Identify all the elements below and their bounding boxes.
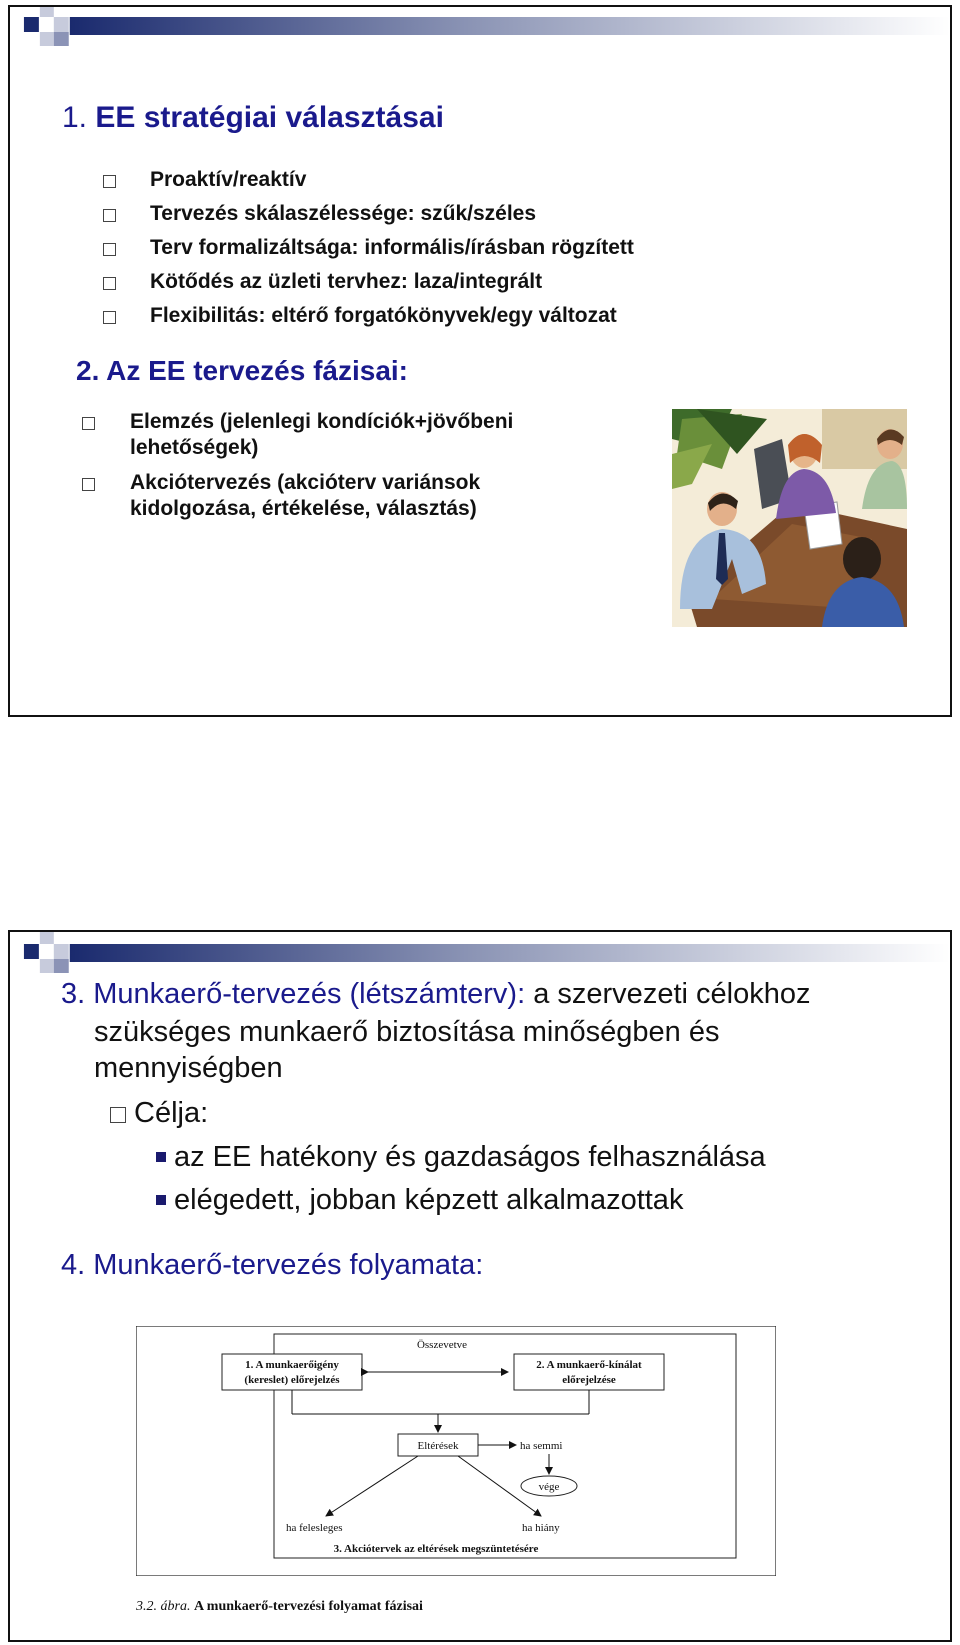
square-bullet-icon (103, 277, 116, 290)
phase-line: kidolgozása, értékelése, választás) (130, 497, 477, 520)
section-3-heading (61, 976, 810, 1012)
caption-number: 3.2. ábra. (136, 1599, 191, 1614)
diagram-box-1-line-2: (kereslet) előrejelzés (244, 1374, 340, 1386)
bullet-item: Proaktív/reaktív (150, 168, 307, 191)
diagram-box-2-line-1: 2. A munkaerő-kínálat (536, 1359, 642, 1371)
slide-1-title (62, 101, 444, 135)
phase-line: Akciótervezés (akcióterv variánsok (130, 471, 481, 494)
cel-label: Célja: (134, 1097, 209, 1129)
section-4-heading: 4. Munkaerő-tervezés folyamata: (61, 1249, 484, 1281)
business-meeting-clipart-icon (672, 409, 907, 627)
slide-2 (8, 930, 952, 1642)
filled-bullet-icon (156, 1152, 166, 1162)
section-3-definition: a szervezeti célokhoz (525, 978, 811, 1010)
phase-line: lehetőségek) (130, 436, 259, 459)
process-diagram (136, 1326, 776, 1576)
square-bullet-icon (103, 311, 116, 324)
diagram-ha-felesleges: ha felesleges (286, 1522, 343, 1534)
section-3-line: szükséges munkaerő biztosítása minőségben és (94, 1016, 720, 1048)
slide-1 (8, 5, 952, 717)
title-number: 1. (62, 101, 88, 134)
caption-text: A munkaerő-tervezési folyamat fázisai (193, 1599, 423, 1614)
square-bullet-icon (110, 1107, 126, 1123)
diagram-box-3-label: 3. Akciótervek az eltérések megszüntetésére (333, 1543, 539, 1555)
goal-item: elégedett, jobban képzett alkalmazottak (174, 1184, 684, 1216)
diagram-ha-semmi: ha semmi (520, 1440, 563, 1452)
diagram-box-2-line-2: előrejelzése (562, 1374, 616, 1386)
diagram-box-1-line-1: 1. A munkaerőigény (245, 1359, 339, 1371)
figure-caption (136, 1599, 423, 1615)
square-bullet-icon (103, 243, 116, 256)
diagram-top-label: Összevetve (416, 1339, 468, 1351)
slide-1-header-decoration (10, 7, 950, 67)
phase-line: Elemzés (jelenlegi kondíciók+jövőbeni (130, 410, 514, 433)
square-bullet-icon (103, 209, 116, 222)
title-text: EE stratégiai választásai (95, 101, 444, 134)
square-bullet-icon (82, 478, 95, 491)
section-3-title: 3. Munkaerő-tervezés (létszámterv): (61, 978, 526, 1010)
bullet-item: Flexibilitás: eltérő forgatókönyvek/egy változat (150, 304, 617, 327)
goal-item: az EE hatékony és gazdaságos felhasználása (174, 1141, 766, 1173)
square-bullet-icon (103, 175, 116, 188)
square-bullet-icon (82, 417, 95, 430)
bullet-item: Tervezés skálaszélessége: szűk/széles (150, 202, 537, 225)
section-3-line: mennyiségben (94, 1052, 283, 1084)
diagram-elteres-label: Eltérések (417, 1440, 459, 1452)
section-2-title: 2. Az EE tervezés fázisai: (76, 355, 409, 386)
bullet-item: Kötődés az üzleti tervhez: laza/integrált (150, 270, 543, 293)
bullet-item: Terv formalizáltsága: informális/írásban rögzített (150, 236, 634, 259)
diagram-vege-label: vége (538, 1481, 560, 1493)
filled-bullet-icon (156, 1195, 166, 1205)
diagram-ha-hiany: ha hiány (522, 1522, 560, 1534)
